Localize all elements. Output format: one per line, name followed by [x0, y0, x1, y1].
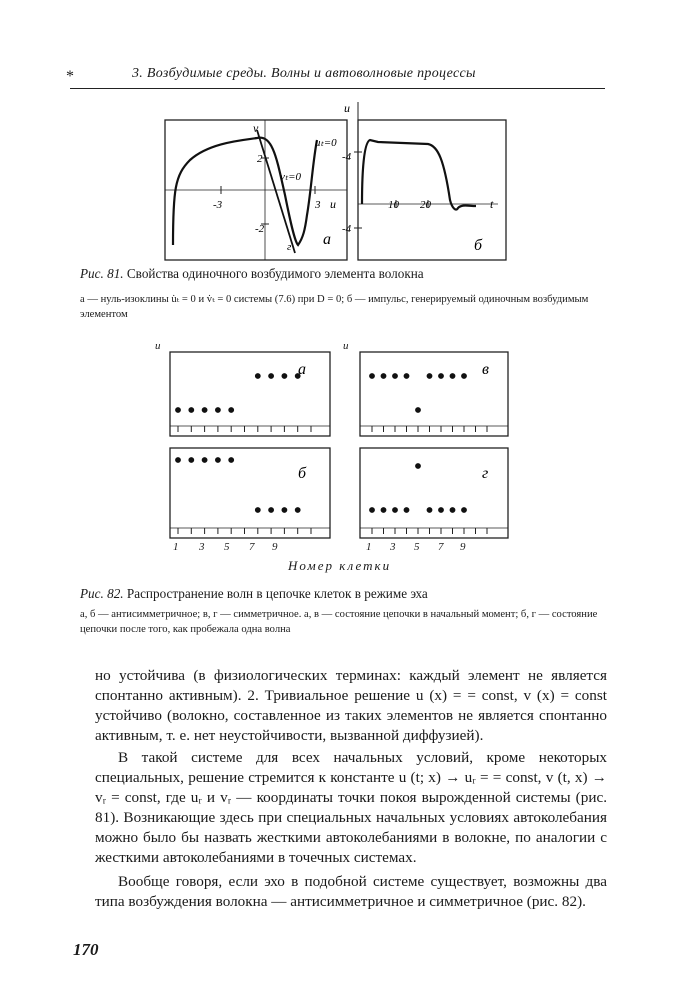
cell-dot: [268, 507, 274, 513]
header-title: 3. Возбудимые среды. Волны и автоволновые процессы: [132, 66, 476, 81]
fig82-panel-b: [170, 448, 340, 548]
figure81-panel-a: [165, 120, 355, 270]
fig82-x-label: Номер клетки: [288, 558, 392, 573]
paragraph-1: но устойчива (в физиологических терминах: каждый элемент не является спонтанно активным). 2. Тривиальное решение u (x) = = const, v (x) = const устойчиво (волокно, составленное из таких элементов не является спонтанно активным, т. е. нет неустойчивости, вызванной диффузией).: [95, 667, 607, 744]
panel-label: в: [482, 361, 489, 378]
panel-frame: [170, 352, 330, 436]
tick-y-minus2: -2: [255, 223, 265, 235]
cell-dot: [175, 407, 181, 413]
fig82-panel-d: [360, 448, 520, 548]
pulse-curve: [362, 140, 476, 210]
xnum-left-5: 5: [224, 541, 230, 553]
cell-dot: [228, 407, 234, 413]
paragraph-3: Вообще говоря, если эхо в подобной системе существует, возможны два типа возбуждения волокна — антисимметричное и симметричное (рис. 82).: [95, 873, 607, 910]
cell-dot: [404, 373, 410, 379]
cell-dot: [381, 373, 387, 379]
cell-dot: [228, 457, 234, 463]
cell-dot: [415, 407, 421, 413]
cell-dot: [438, 373, 444, 379]
label-panel-a: а: [323, 231, 331, 248]
fig82-u-left: u: [155, 340, 161, 352]
cell-dot: [202, 407, 208, 413]
tick-x-3: 3: [315, 199, 321, 211]
panel-frame: [360, 448, 508, 538]
figure82-caption-text: Распространение волн в цепочке клеток в режиме эха: [126, 586, 428, 601]
cell-dot: [282, 373, 288, 379]
cell-dot: [404, 507, 410, 513]
xnum-right-5: 5: [414, 541, 420, 553]
paragraph-2: В такой системе для всех начальных условий, кроме некоторых специальных, решение стремится к константе u (t; x) → uᵣ = = const, v (t, x) → vᵣ = const, где uᵣ и vᵣ — координаты точки покоя вырожденной системы (рис. 81). Возникающие здесь при специальных начальных условиях автоколебания можно было бы назвать жесткими автоколебаниями в волокне, по аналогии с жесткими автоколебаниями в точечных системах.: [95, 749, 607, 866]
cell-dot: [427, 373, 433, 379]
cell-dot: [268, 373, 274, 379]
page-number: 170: [73, 940, 99, 959]
tick-y-bottom: -4: [342, 223, 352, 235]
cell-dot: [255, 373, 261, 379]
figure81-caption-text: Свойства одиночного возбудимого элемента волокна: [126, 266, 424, 281]
xnum-left-7: 7: [249, 541, 255, 553]
label-t-axis: t: [490, 197, 494, 211]
cell-dot: [461, 507, 467, 513]
cell-dot: [369, 507, 375, 513]
cell-dot: [415, 463, 421, 469]
fig82-panel-a: [170, 352, 340, 442]
nullcline-ut: [173, 138, 317, 245]
figure82-caption-label: Рис. 82.: [80, 586, 124, 601]
fig82-u-right: u: [343, 340, 349, 352]
label-vt: vₜ=0: [280, 171, 302, 183]
header-marker: *: [66, 68, 74, 85]
xnum-left-3: 3: [199, 541, 205, 553]
cell-dot: [461, 373, 467, 379]
cell-dot: [188, 407, 194, 413]
figure81-panel-b: [342, 101, 528, 270]
figure81-caption-label: Рис. 81.: [80, 266, 124, 281]
cell-dot: [215, 457, 221, 463]
label-v-axis: v: [253, 121, 259, 135]
xnum-right-9: 9: [460, 541, 466, 553]
panel-label: г: [482, 465, 489, 482]
cell-dot: [202, 457, 208, 463]
tick-y-top: -4: [342, 151, 352, 163]
label-u-axis-b: u: [344, 101, 350, 115]
cell-dot: [282, 507, 288, 513]
cell-dot: [450, 373, 456, 379]
label-ut: uₜ=0: [315, 137, 337, 149]
xnum-right-1: 1: [366, 541, 372, 553]
cell-dot: [450, 507, 456, 513]
figure82-subcaption: а, б — антисимметричное; в, г — симметричное. а, в — состояние цепочки в начальный момент; б, г — состояние цепочки после того, как пробежала одна волна: [80, 609, 598, 635]
cell-dot: [175, 457, 181, 463]
tick-x-20: 20: [420, 199, 431, 211]
figure81-subcaption: а — нуль-изоклины u̇ₜ = 0 и v̇ₜ = 0 системы (7.6) при D = 0; б — импульс, генерируемый одиночным возбудимым элементом: [80, 294, 589, 320]
cell-dot: [215, 407, 221, 413]
panel-label: а: [298, 361, 306, 378]
cell-dot: [381, 507, 387, 513]
tick-x-minus3: -3: [213, 199, 223, 211]
tick-y-2: 2: [257, 153, 263, 165]
running-header: [66, 62, 605, 89]
xnum-left-9: 9: [272, 541, 278, 553]
tick-x-10: 10: [388, 199, 399, 211]
fig82-panel-c: [360, 352, 520, 442]
cell-dot: [392, 507, 398, 513]
label-panel-b: б: [474, 237, 483, 254]
cell-dot: [295, 507, 301, 513]
xnum-right-7: 7: [438, 541, 444, 553]
xnum-left-1: 1: [173, 541, 179, 553]
cell-dot: [369, 373, 375, 379]
cell-dot: [255, 507, 261, 513]
cell-dot: [392, 373, 398, 379]
label-curve-g: г: [287, 241, 292, 253]
figure81-caption: [80, 266, 424, 282]
label-u-axis: u: [330, 197, 336, 211]
figure82-caption: [80, 586, 428, 602]
cell-dot: [188, 457, 194, 463]
body-text: [95, 666, 607, 912]
cell-dot: [427, 507, 433, 513]
panel-frame: [170, 448, 330, 538]
panel-label: б: [298, 465, 307, 482]
cell-dot: [438, 507, 444, 513]
xnum-right-3: 3: [390, 541, 396, 553]
